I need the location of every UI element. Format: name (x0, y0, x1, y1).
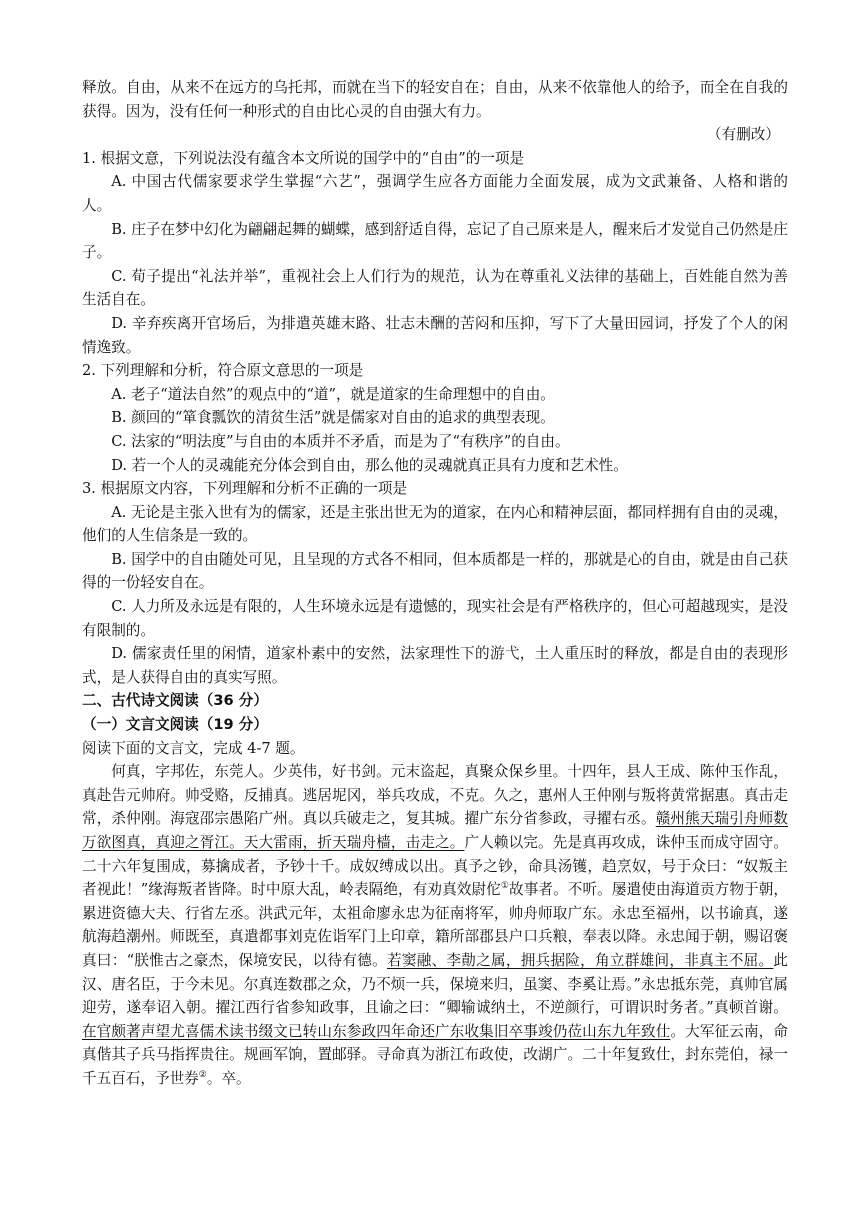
passage-text: 此汉、唐名臣，于今未见。尔真连数郡之众，乃不烦一兵，保境来归，虽窦、李奚让焉。”永忠抵东莞，真帅官属迎劳，遂奉诏入朝。擢江西行省参知政事，且谕之曰：“卿输诚纳土，不逆颜行，可谓识时务者。”真顿首谢。 (82, 951, 788, 1017)
option-d: D. 若一个人的灵魂能充分体会到自由，那么他的灵魂就真正具有力度和艺术性。 (111, 456, 628, 474)
question-3 (82, 477, 788, 689)
subsection-heading: （一）文言文阅读（19 分） (82, 716, 268, 734)
underlined-sentence-1: 赣州熊天瑞引舟师数万欲图真，真迎之胥江。天大雷雨，折天瑞舟樯，击走之。 (82, 810, 788, 851)
question-stem: 1. 根据文意，下列说法没有蕴含本文所说的国学中的“自由”的一项是 (82, 149, 525, 167)
source-note: （有删改） (707, 126, 780, 144)
option-a: A. 中国古代儒家要求学生掌握“六艺”，强调学生应各方面能力全面发展，成为文武兼备、人格和谐的人。 (82, 173, 788, 214)
underlined-sentence-2: 若窦融、李勣之属，拥兵据险，角立群雄间，非真主不屈。 (386, 951, 774, 969)
option-d: D. 辛弃疾离开官场后，为排遣英雄末路、壮志未酬的苦闷和压抑，写下了大量田园词，抒发了个人的闲情逸致。 (82, 314, 788, 356)
passage-text: 故事者。不听。屡遣使由海道贡方物于朝，累进资德大夫、行省左丞。洪武元年，太祖命廖永忠为征南将军，帅舟师取广东。永忠至福州，以书谕真，遂航海趋潮州。师既至，真遣都事刘克佐诣军门上印章，籍所部郡县户口兵粮，奉表以降。永忠闻于朝，赐诏褒真曰：“朕惟古之豪杰，保境安民，以待有德。 (82, 881, 788, 969)
option-c: C. 法家的“明法度”与自由的本质并不矛盾，而是为了“有秩序”的自由。 (111, 432, 570, 450)
option-b: B. 庄子在梦中幻化为翩翩起舞的蝴蝶，感到舒适自得，忘记了自己原来是人，醒来后才发觉自己仍然是庄子。 (82, 220, 788, 262)
option-b: B. 国学中的自由随处可见，且呈现的方式各不相同，但本质都是一样的，那就是心的自由，就是由自己获得的一份轻安自在。 (82, 550, 788, 592)
question-1 (82, 147, 788, 359)
passage-text: 广人赖以完。先是真再攻成，诛仲玉而成守固守。二十六年复围成，募擒成者，予钞十千。成奴缚成以出。真予之钞，命具汤镬，趋烹奴，号于众曰：“奴叛主者视此！”缘海叛者皆降。时中原大乱，岭表隔绝，有劝真效尉佗 (82, 834, 788, 899)
question-stem: 2. 下列理解和分析，符合原文意思的一项是 (82, 362, 364, 380)
option-a: A. 老子“道法自然”的观点中的“道”，就是道家的生命理想中的自由。 (111, 385, 555, 403)
option-c: C. 荀子提出“礼法并举”，重视社会上人们行为的规范，认为在尊重礼义法律的基础上，百姓能自然为善生活自在。 (82, 267, 788, 309)
document-page (82, 76, 788, 1091)
option-d: D. 儒家责任里的闲情，道家朴素中的安然，法家理性下的游弋，土人重压时的释放，都是自由的表现形式，是人获得自由的真实写照。 (82, 645, 788, 686)
section-heading: 二、古代诗文阅读（36 分） (82, 692, 268, 710)
intro-paragraph: 释放。自由，从来不在远方的乌托邦，而就在当下的轻安自在；自由，从来不依靠他人的给予，而全在自我的获得。因为，没有任何一种形式的自由比心灵的自由强大有力。 (82, 79, 788, 120)
question-stem: 3. 根据原文内容，下列理解和分析不正确的一项是 (82, 480, 408, 498)
passage-text: 。卒。 (206, 1069, 251, 1087)
underlined-sentence-3: 在官颇著声望尤喜儒术读书缀文已转山东参政四年命还广东收集旧卒事竣仍莅山东九年致仕 (82, 1022, 671, 1040)
footnote-marker-1: ① (500, 881, 509, 892)
passage-text: 何真，字邦佐，东莞人。少英伟，好书剑。元末盗起，真聚众保乡里。十四年，县人王成、陈仲玉作乱，真赴告元帅府。帅受赂，反捕真。逃居坭冈，举兵攻成，不克。久之，惠州人王仲刚与叛将黄常据惠。真击走常，杀仲刚。海寇邵宗愚陷广州。真以兵破走之，复其城。擢广东分省参政，寻擢右丞。 (82, 763, 788, 828)
passage-text: 。大军征云南，命真偕其子兵马指挥贵往。规画军饷，置邮驿。寻命真为浙江布政使，改湖广。二十年复致仕，封东莞伯，禄一千五百石，予世券 (82, 1022, 788, 1087)
option-b: B. 颜回的“箪食瓢饮的清贫生活”就是儒家对自由的追求的典型表现。 (111, 409, 555, 427)
reading-instruction: 阅读下面的文言文，完成 4-7 题。 (82, 739, 305, 757)
footnote-marker-2: ② (198, 1070, 207, 1081)
question-2 (82, 359, 788, 477)
option-c: C. 人力所及永远是有限的，人生环境永远是有遗憾的，现实社会是有严格秩序的，但心可超越现实，是没有限制的。 (82, 598, 788, 639)
option-a: A. 无论是主张入世有为的儒家，还是主张出世无为的道家，在内心和精神层面，都同样拥有自由的灵魂，他们的人生信条是一致的。 (82, 503, 788, 545)
classical-passage (82, 760, 788, 1090)
